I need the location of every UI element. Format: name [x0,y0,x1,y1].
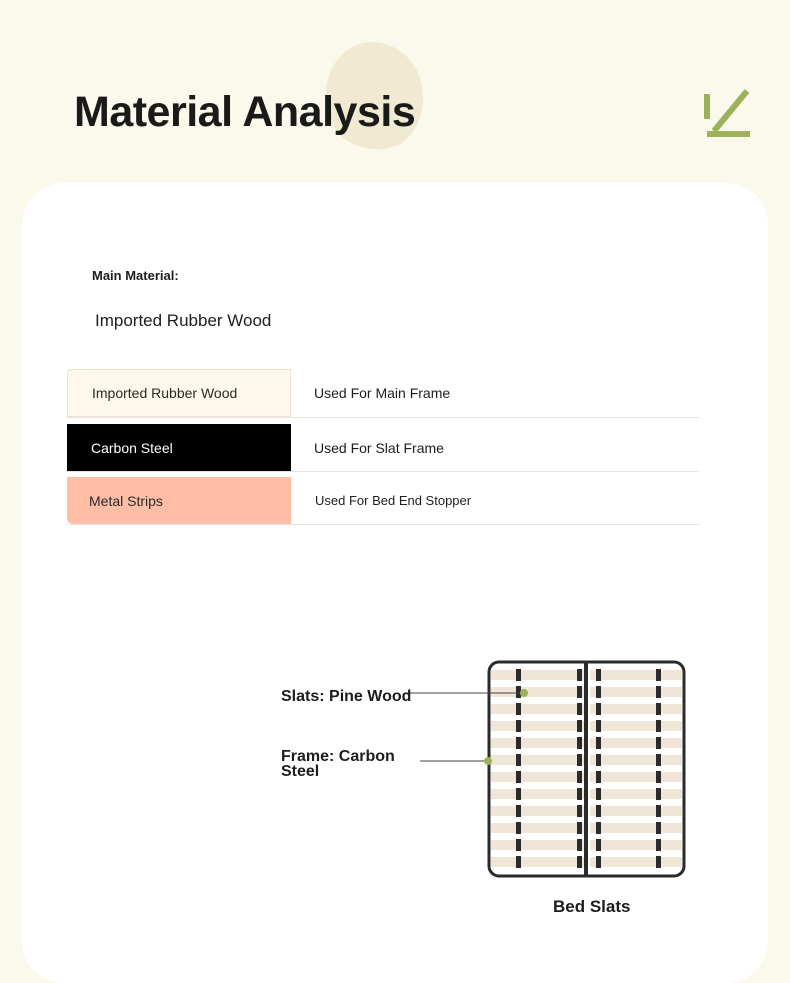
material-name: Metal Strips [67,477,291,524]
material-row [67,477,699,525]
page-title: Material Analysis [74,88,416,136]
material-name: Imported Rubber Wood [67,369,291,417]
material-use: Used For Bed End Stopper [315,492,472,508]
material-name: Carbon Steel [67,424,291,471]
callout-slats-label: Slats: Pine Wood [281,688,412,705]
main-material-label: Main Material: [92,268,179,283]
main-material-value: Imported Rubber Wood [95,311,272,330]
material-use: Used For Slat Frame [314,439,444,456]
material-use: Used For Main Frame [314,385,451,401]
diagram-caption: Bed Slats [553,897,631,916]
callout-frame-label: Frame: Carbon Steel [281,748,395,780]
material-row [67,424,699,472]
material-row [67,369,699,418]
content-card [22,183,768,983]
arrow-down-left-icon [700,86,754,140]
